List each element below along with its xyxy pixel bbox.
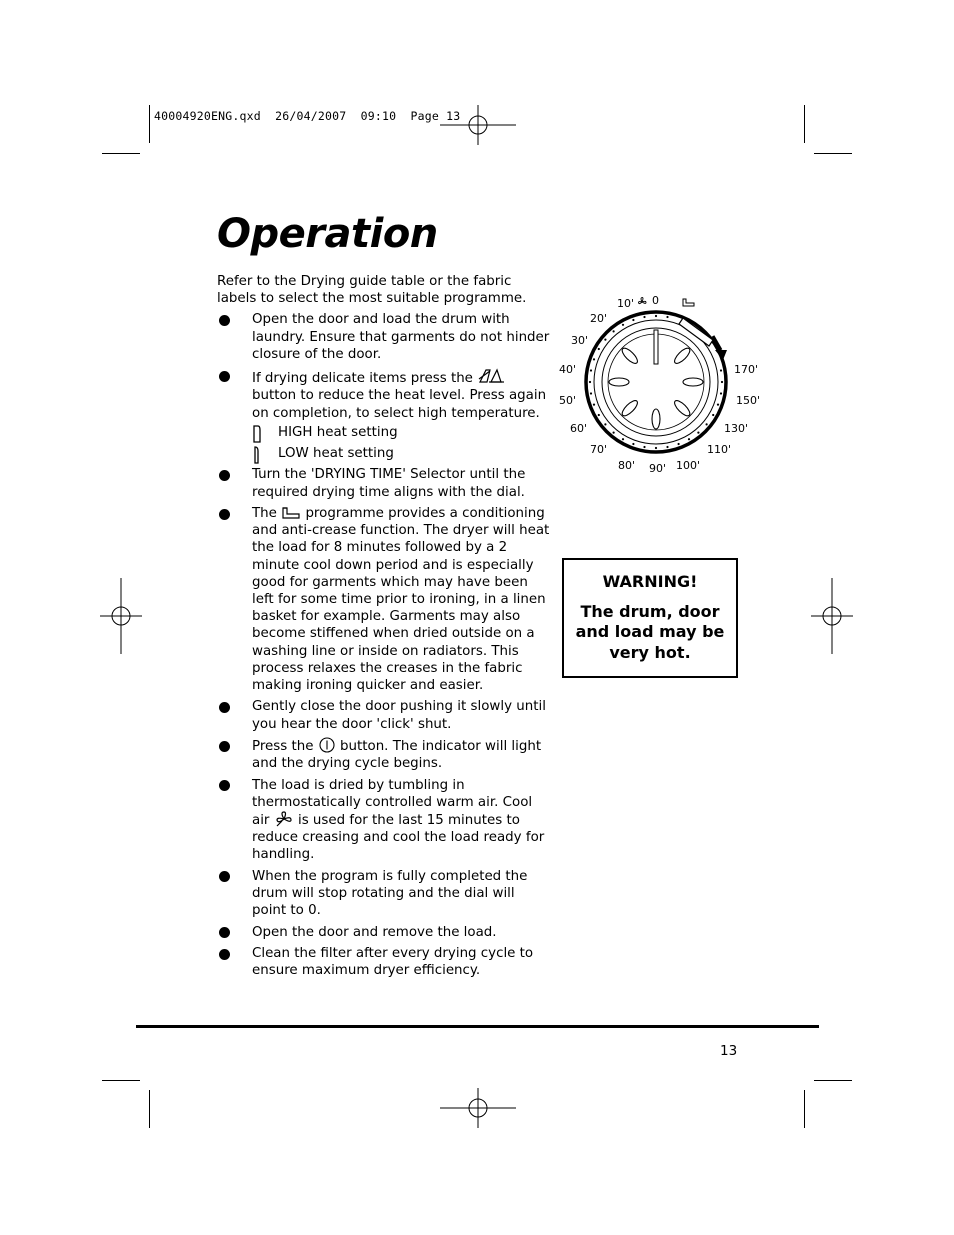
dial-tick bbox=[589, 381, 591, 383]
dial-tick bbox=[604, 423, 606, 425]
dial-tick bbox=[655, 447, 657, 449]
dial-tick bbox=[598, 348, 600, 350]
drum-slot bbox=[672, 346, 692, 366]
dial-tick bbox=[643, 446, 645, 448]
drum-slot bbox=[683, 378, 703, 386]
low-heat-row: LOW heat setting bbox=[217, 445, 552, 462]
page-number: 13 bbox=[720, 1043, 738, 1059]
fan-icon bbox=[274, 811, 294, 827]
file-slug: 40004920ENG.qxd 26/04/2007 09:10 Page 13 bbox=[154, 109, 461, 123]
dial-tick bbox=[613, 432, 615, 434]
registration-mark-right bbox=[811, 578, 853, 654]
low-heat-icon bbox=[252, 446, 262, 464]
dial-tick bbox=[717, 404, 719, 406]
dial-tick bbox=[598, 414, 600, 416]
dial-tick bbox=[655, 315, 657, 317]
warning-box bbox=[562, 558, 738, 678]
bullet-icon bbox=[219, 780, 230, 791]
bullet-icon bbox=[219, 509, 230, 520]
dial-label-40: 40' bbox=[559, 363, 577, 376]
dial-label-90: 90' bbox=[649, 462, 667, 475]
crop-mark bbox=[804, 1090, 805, 1128]
bullet-icon bbox=[219, 371, 230, 382]
dial-label-80: 80' bbox=[618, 459, 636, 472]
dial-tick bbox=[613, 330, 615, 332]
dial-tick bbox=[678, 443, 680, 445]
list-item: Open the door and remove the load. bbox=[217, 924, 552, 941]
crop-mark bbox=[814, 1080, 852, 1081]
dial-tick bbox=[712, 414, 714, 416]
power-icon bbox=[318, 737, 336, 753]
bullet-icon bbox=[219, 315, 230, 326]
crop-mark bbox=[149, 1090, 150, 1128]
dial-label-110: 110' bbox=[707, 443, 732, 456]
dial-tick bbox=[666, 316, 668, 318]
crop-mark bbox=[804, 105, 805, 143]
dial-tick bbox=[604, 339, 606, 341]
list-item: The load is dried by tumbling in thermostatically controlled warm air. Cool air is used for the last 15 minutes to reduce creasing and cool the load ready for handling. bbox=[217, 777, 552, 864]
drum-slot bbox=[672, 398, 692, 418]
drum-slot bbox=[620, 398, 640, 418]
list-item: When the program is fully completed the drum will stop rotating and the dial will point to 0. bbox=[217, 868, 552, 920]
iron-segment-band bbox=[679, 318, 713, 346]
list-item: Turn the 'DRYING TIME' Selector until the required drying time aligns with the dial. bbox=[217, 466, 552, 500]
dial-tick bbox=[688, 438, 690, 440]
dial-tick bbox=[643, 316, 645, 318]
dial-label-60: 60' bbox=[570, 422, 588, 435]
dial-tick bbox=[593, 358, 595, 360]
bullet-icon bbox=[219, 949, 230, 960]
list-item: The programme provides a conditioning and anti-crease function. The dryer will heat the load for 8 minutes followed by a 2 minute cool down period and is especially good for garments which may have been left for some time prior to ironing, in a linen basket for example. Garments may also become stiffened when dried outside on a washing line or inside on radiators. This process relaxes the creases in the fabric making ironing quicker and easier. bbox=[217, 505, 552, 694]
dial-label-150: 150' bbox=[736, 394, 761, 407]
dial-tick bbox=[666, 446, 668, 448]
bullet-icon bbox=[219, 927, 230, 938]
instruction-list bbox=[217, 466, 552, 979]
crop-mark bbox=[149, 105, 150, 143]
dial-label-10: 10' bbox=[617, 297, 635, 310]
crop-mark bbox=[102, 153, 140, 154]
iron-programme-icon bbox=[683, 299, 694, 306]
dial-label-20: 20' bbox=[590, 312, 608, 325]
dial-tick bbox=[632, 319, 634, 321]
page-title: Operation bbox=[217, 211, 438, 257]
registration-mark-left bbox=[100, 578, 142, 654]
dial-tick bbox=[706, 423, 708, 425]
dial-label-170: 170' bbox=[734, 363, 759, 376]
dial-tick bbox=[720, 392, 722, 394]
dial-tick bbox=[622, 438, 624, 440]
dial-tick bbox=[593, 404, 595, 406]
dial-tick bbox=[622, 324, 624, 326]
fan-icon bbox=[639, 298, 647, 304]
intro-text: Refer to the Drying guide table or the fabric labels to select the most suitable programme. bbox=[217, 274, 527, 307]
footer-rule bbox=[136, 1025, 819, 1028]
dial-label-100: 100' bbox=[676, 459, 701, 472]
bullet-icon bbox=[219, 871, 230, 882]
drum-slot bbox=[620, 346, 640, 366]
dial-label-70: 70' bbox=[590, 443, 608, 456]
instructions bbox=[217, 273, 552, 984]
bullet-icon bbox=[219, 741, 230, 752]
instruction-list bbox=[217, 311, 552, 421]
drum-slot bbox=[652, 409, 660, 429]
dial-label-50: 50' bbox=[559, 394, 577, 407]
drying-time-dial bbox=[555, 288, 765, 478]
dial-tick bbox=[720, 369, 722, 371]
dial-pointer bbox=[654, 330, 658, 364]
bullet-icon bbox=[219, 470, 230, 481]
list-item: If drying delicate items press the button to reduce the heat level. Press again on completion, to select high temperature. bbox=[217, 367, 552, 422]
list-item: Press the button. The indicator will light and the drying cycle begins. bbox=[217, 737, 552, 772]
dial-tick bbox=[632, 443, 634, 445]
dial-label-0: 0 bbox=[652, 294, 659, 307]
crop-mark bbox=[814, 153, 852, 154]
dial-tick bbox=[590, 369, 592, 371]
dial-tick bbox=[590, 392, 592, 394]
warning-heading: WARNING! bbox=[602, 572, 698, 591]
dial-label-30: 30' bbox=[571, 334, 589, 347]
crop-mark bbox=[102, 1080, 140, 1081]
registration-mark-bottom bbox=[440, 1088, 516, 1128]
list-item: Open the door and load the drum with laundry. Ensure that garments do not hinder closure of the door. bbox=[217, 311, 552, 363]
high-heat-icon bbox=[252, 425, 262, 443]
bullet-icon bbox=[219, 702, 230, 713]
high-heat-row: HIGH heat setting bbox=[217, 424, 552, 441]
iron-programme-icon bbox=[281, 506, 301, 520]
drum-slot bbox=[609, 378, 629, 386]
delicate-iron-icon bbox=[477, 367, 505, 385]
list-item: Gently close the door pushing it slowly until you hear the door 'click' shut. bbox=[217, 698, 552, 732]
dial-tick bbox=[697, 432, 699, 434]
warning-text: The drum, door and load may be very hot. bbox=[575, 601, 725, 662]
dial-label-130: 130' bbox=[724, 422, 749, 435]
list-item: Clean the filter after every drying cycle to ensure maximum dryer efficiency. bbox=[217, 945, 552, 979]
dial-tick bbox=[721, 381, 723, 383]
